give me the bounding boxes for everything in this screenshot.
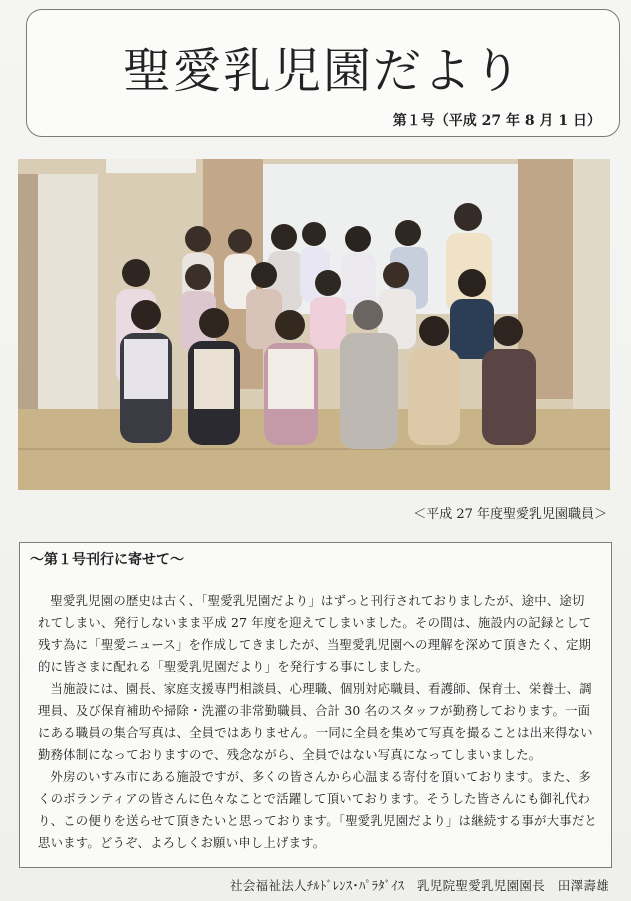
masthead — [26, 9, 620, 137]
photo-caption: ＜平成 27 年度聖愛乳児園職員＞ — [413, 507, 607, 522]
newsletter-title: 聖愛乳児園だより — [122, 43, 523, 99]
article-paragraph: 外房のいすみ市にある施設ですが、多くの皆さんから心温まる寄付を頂いております。また、多くのボランティアの皆さんに色々なことで活躍して頂いております。そうした皆さんにも御礼代わり、この便りを送らせて頂きたいと思っております。「聖愛乳児園だより」は継続する事が大事だと思います。どうぞ、よろしくお願い申し上げます。 — [38, 769, 598, 850]
article-paragraph: 当施設には、園長、家庭支援専門相談員、心理職、個別対応職員、看護師、保育士、栄養士、調理員、及び保育補助や掃除・洗濯の非常勤職員、合計 30 名のスタッフが勤務しております。一面にある職員の集合写真は、全員ではありません。一同に全員を集めて写真を撮ることは出来得ない勤務体制になっておりますので、残念ながら、全員ではない写真になってしまいました。 — [38, 681, 593, 762]
staff-photo-illustration — [18, 159, 610, 490]
article-heading: ～第１号刊行に寄せて～ — [30, 552, 184, 568]
issue-number-date: 第１号（平成 27 年 8 月 1 日） — [392, 113, 601, 129]
staff-group-photo — [18, 159, 610, 490]
article-paragraph: 聖愛乳児園の歴史は古く、「聖愛乳児園だより」はずっと刊行されておりましたが、途中、途切れてしまい、発行しないまま平成 27 年度を迎えてしまいました。その間は、施設内の記録として残す為に「聖愛ニュース」を作成してきましたが、当聖愛乳児園への理解を深めて頂きたく、定期的に皆さまに配れる「聖愛乳児園だより」を発行する事にしました。 — [38, 593, 592, 674]
author-signature: 社会福祉法人ﾁﾙﾄﾞﾚﾝｽ･ﾊﾟﾗﾀﾞｲｽ 乳児院聖愛乳児園園長 田澤壽雄 — [230, 878, 609, 893]
article-box — [19, 542, 612, 868]
article-body — [38, 590, 597, 854]
